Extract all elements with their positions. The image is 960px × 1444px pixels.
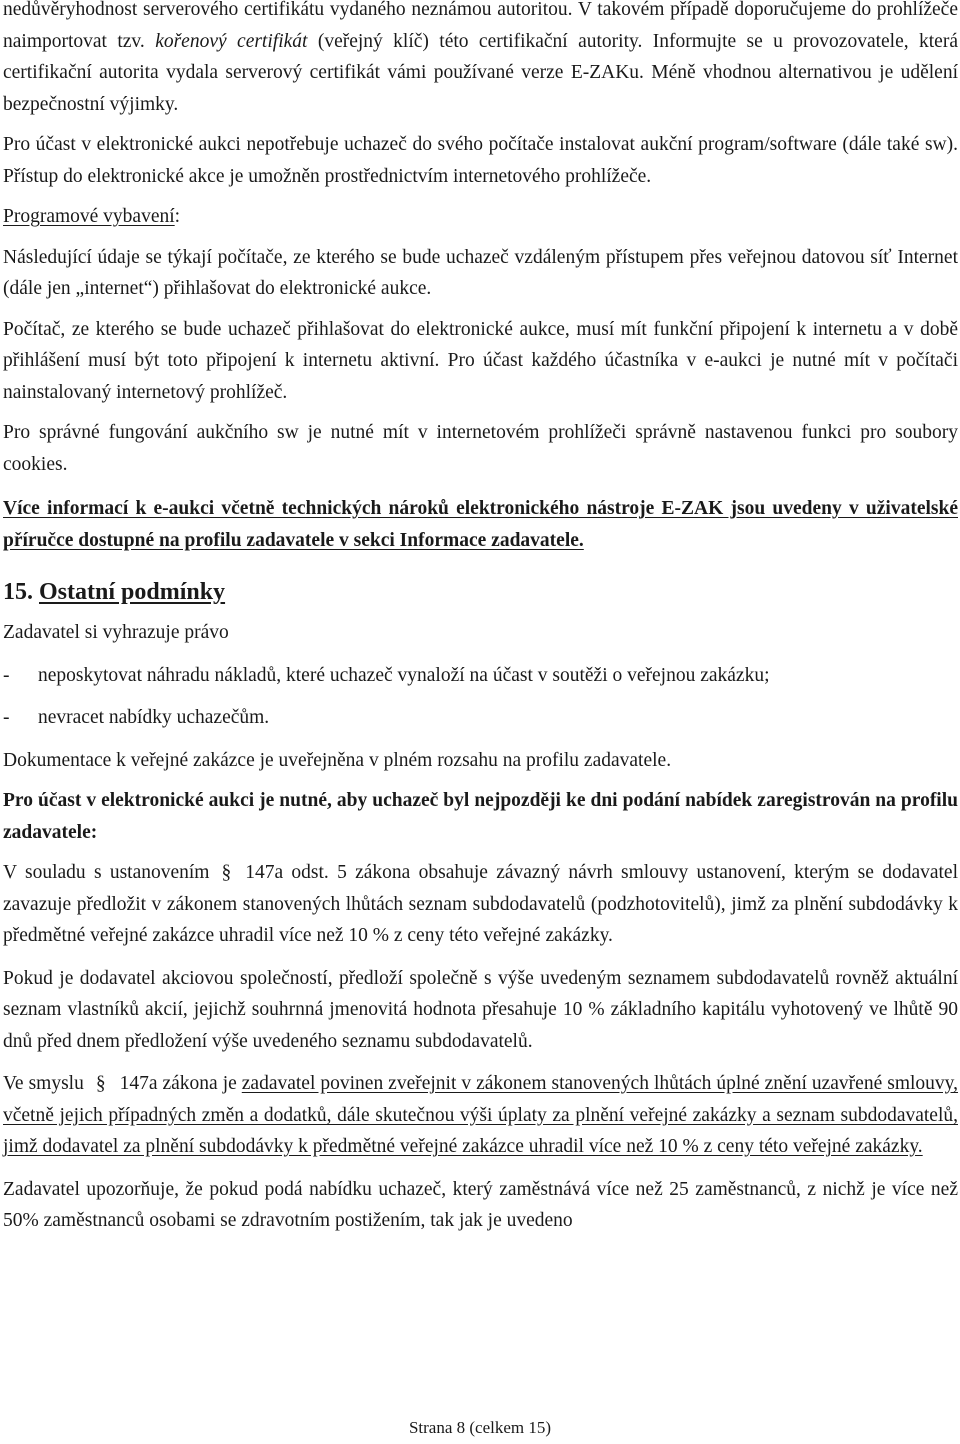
paragraph-computer-data: Následující údaje se týkají počítače, ze kterého se bude uchazeč vzdáleným přístupem přes veřejnou datovou síť Internet (dále jen „internet“) přihlašovat do elektronické aukce. xyxy=(3,246,958,299)
paragraph-registration: Pro účast v elektronické aukci je nutné, aby uchazeč byl nejpozději ke dni podání nabídek zaregistrován na profilu zadavatele: xyxy=(3,790,958,843)
page-footer: Strana 8 (celkem 15) xyxy=(408,1418,552,1437)
section-sign: § xyxy=(95,1073,106,1094)
section-number: 15. xyxy=(3,579,33,605)
section-heading xyxy=(3,576,958,608)
root-certificate-term: kořenový certifikát xyxy=(155,30,308,52)
paragraph-cookies: Pro správné fungování aukčního sw je nutné mít v internetovém prohlížeči správně nastavenou funkci pro soubory cookies. xyxy=(3,422,958,475)
paragraph-publication-duty: Ve smyslu § 147a zákona je zadavatel povinen zveřejnit v zákonem stanovených lhůtách úplné znění uzavřené smlouvy, včetně jejich případných změn a dodatků, dále skutečnou výši úplaty za plnění veřejné zakázky a seznam subdodavatelů, jimž dodavatel za plnění subdodávky k předmětné veřejné zakázce uhradil více než 10 % z ceny této veřejné zakázky. xyxy=(3,1068,958,1163)
paragraph-more-info: Více informací k e-aukci včetně technických nároků elektronického nástroje E-ZAK jsou uvedeny v uživatelské příručce dostupné na profilu zadavatele v sekci Informace zadavatele. xyxy=(3,498,958,551)
list-item: - neposkytovat náhradu nákladů, které uchazeč vynaloží na účast v soutěži o veřejnou zakázku; xyxy=(3,664,770,686)
section-sign: § xyxy=(221,862,232,883)
paragraph-shareholders: Pokud je dodavatel akciovou společností, předloží společně s výše uvedeným seznamem subdodavatelů rovněž aktuální seznam vlastníků akcií, jejichž souhrnná jmenovitá hodnota přesahuje 10 % základního kapitálu vyhotovený ve lhůtě 90 dnů před dnem předložení výše uvedeného seznamu subdodavatelů. xyxy=(3,967,958,1052)
paragraph-subcontractors: V souladu s ustanovením § 147a odst. 5 zákona obsahuje závazný návrh smlouvy ustanovení, kterým se dodavatel zavazuje předložit v zákonem stanovených lhůtách seznam subdodavatelů (podzhotovitelů), jimž za plnění subdodávky k předmětné veřejné zakázce uhradil více než 10 % z ceny této veřejné zakázky. xyxy=(3,857,958,952)
paragraph-documentation: Dokumentace k veřejné zakázce je uveřejněna v plném rozsahu na profilu zadavatele. xyxy=(3,749,672,771)
paragraph-reserves-right: Zadavatel si vyhrazuje právo xyxy=(3,622,229,643)
software-label: Programové vybavení: xyxy=(3,206,181,227)
list-item: - nevracet nabídky uchazečům. xyxy=(3,707,270,728)
paragraph-certificate: nedůvěryhodnost serverového certifikátu vydaného neznámou autoritou. V takovém případě doporučujeme do prohlížeče naimportovat tzv. kořenový certifikát (veřejný klíč) této certifikační autority. Informujte se u provozovatele, která certifikační autorita vydala serverový certifikát vámi používané verze E-ZAKu. Méně vhodnou alternativou je udělení bezpečnostní výjimky. xyxy=(3,0,958,115)
paragraph-employees: Zadavatel upozorňuje, že pokud podá nabídku uchazeč, který zaměstnává více než 25 zaměstnanců, z nichž je více než 50% zaměstnanců osobami se zdravotním postižením, tak jak je uvedeno xyxy=(3,1178,958,1231)
document-page xyxy=(3,0,958,1237)
paragraph-no-install: Pro účast v elektronické aukci nepotřebuje uchazeč do svého počítače instalovat aukční program/software (dále také sw). Přístup do elektronické akce je umožněn prostřednictvím internetového prohlížeče. xyxy=(3,134,958,187)
paragraph-internet-connection: Počítač, ze kterého se bude uchazeč přihlašovat do elektronické aukce, musí mít funkční připojení k internetu a v době přihlášení musí být toto připojení k internetu aktivní. Pro účast každého účastníka v e-aukci je nutné mít v počítači nainstalovaný internetový prohlížeč. xyxy=(3,318,958,403)
section-title: Ostatní podmínky xyxy=(39,579,226,605)
